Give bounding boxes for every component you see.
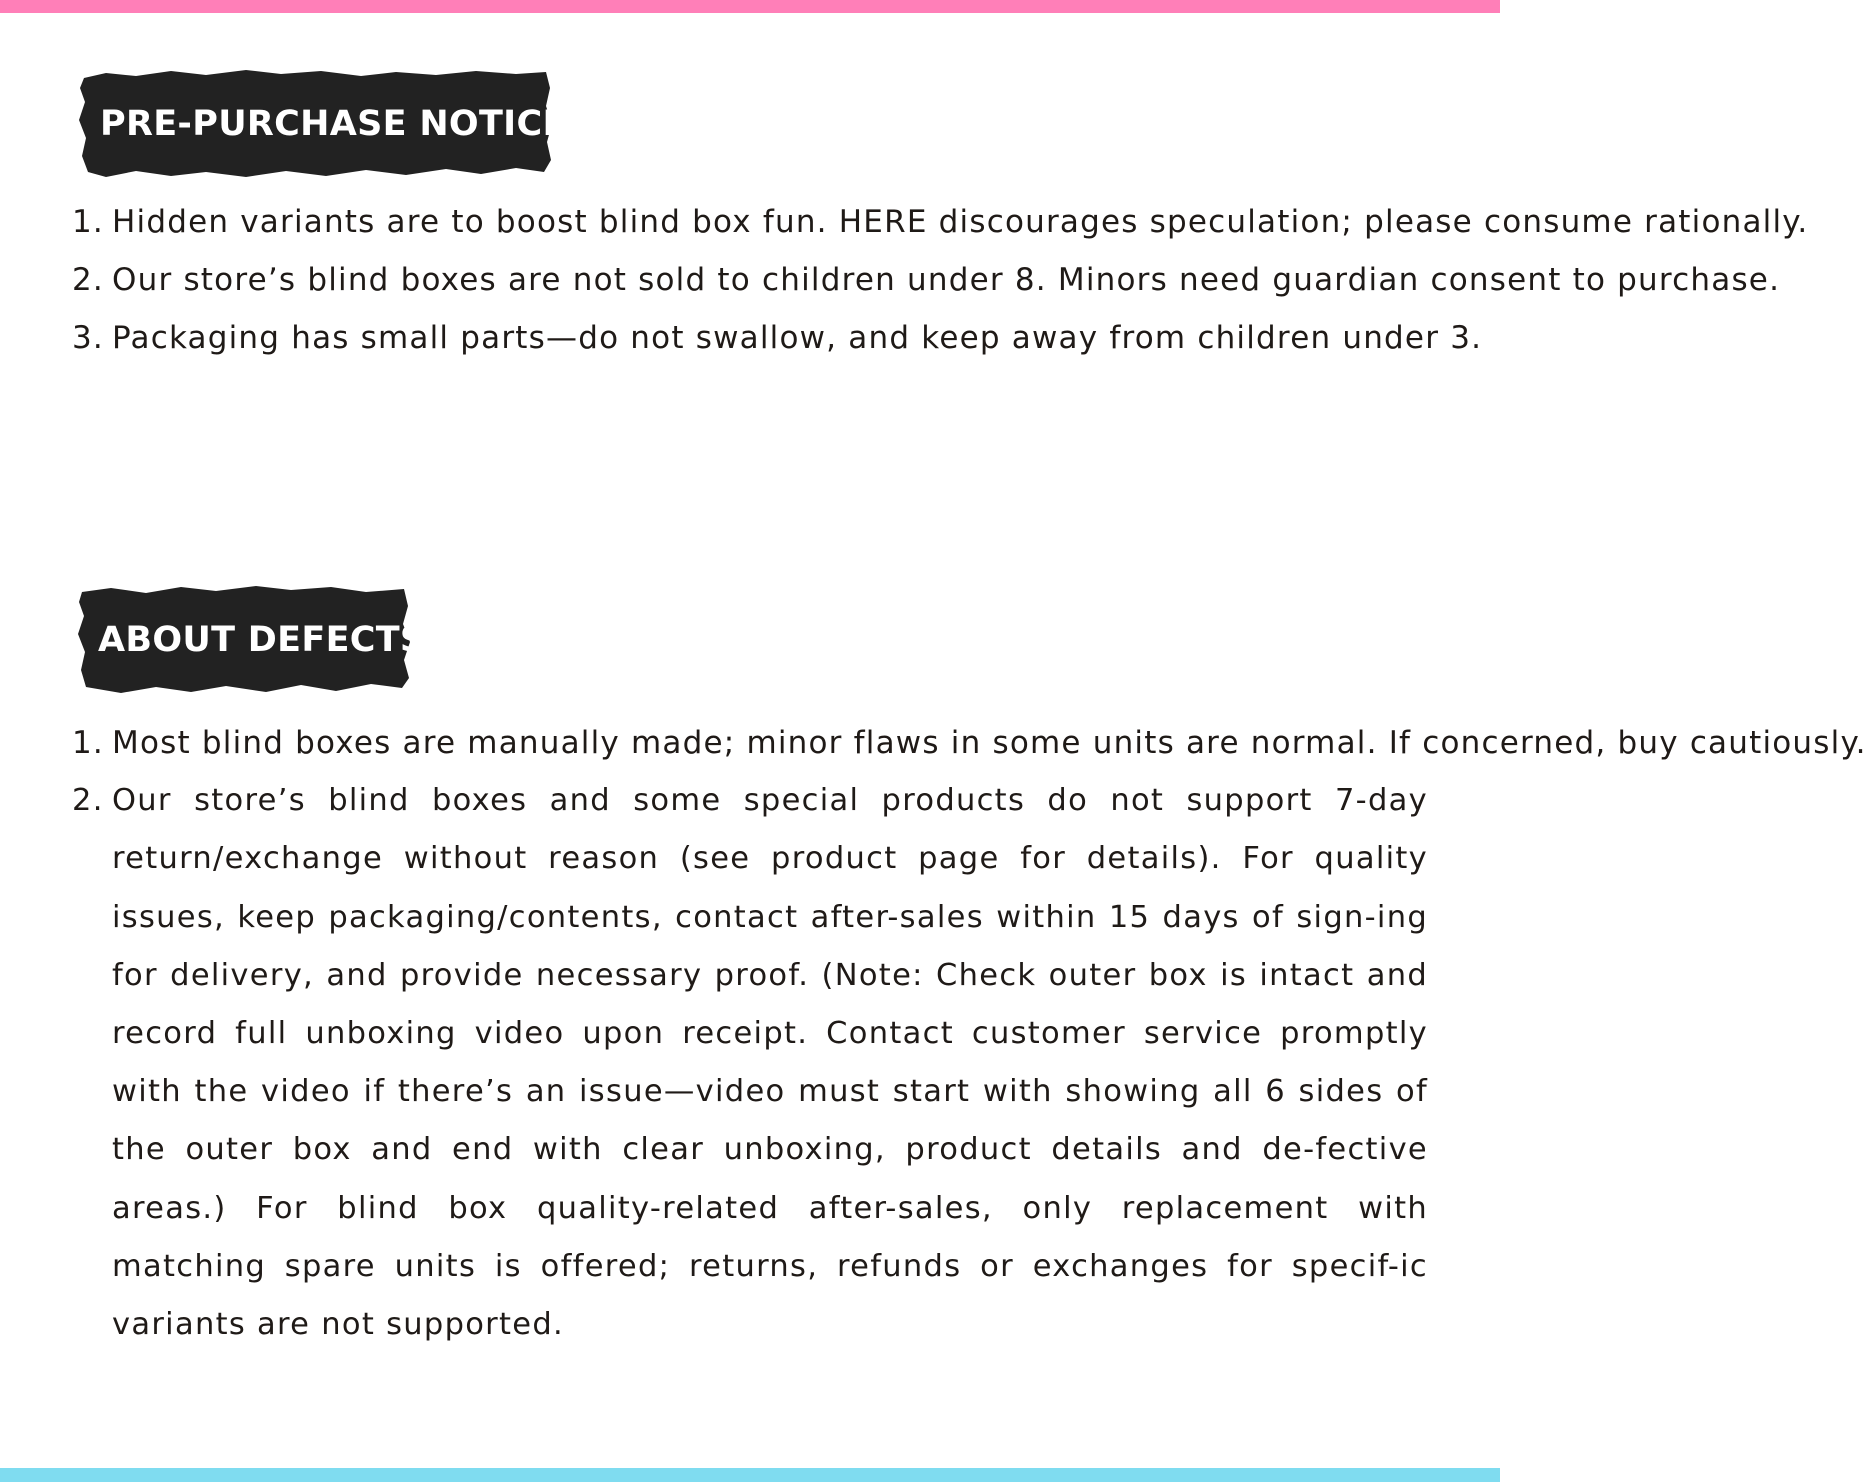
defects-heading: ABOUT DEFECTS <box>98 620 426 660</box>
bottom-accent-bar <box>0 1468 1500 1482</box>
list-item <box>72 309 1483 367</box>
defects-list <box>72 714 1867 1354</box>
item-number: 1. <box>72 204 104 240</box>
item-text: Hidden variants are to boost blind box fun. HERE discourages speculation; please consume rationally. <box>112 204 1809 240</box>
item-text: Most blind boxes are manually made; minor flaws in some units are normal. If concerned, buy cautiously. <box>112 725 1867 761</box>
item-number: 2. <box>72 783 104 819</box>
list-item <box>72 251 1781 309</box>
item-text: Packaging has small parts—do not swallow, and keep away from children under 3. <box>112 320 1483 357</box>
top-accent-bar <box>0 0 1500 13</box>
item-number: 1. <box>72 725 104 761</box>
item-number: 2. <box>72 262 104 299</box>
pre-purchase-heading-tag <box>76 68 567 180</box>
item-text: Our store’s blind boxes and some special products do not support 7-day return/exchange without reason (see product page for details). For quality issues, keep packaging/contents, contact after-sales within 15 days of sign-ing for delivery, and provide necessary proof. (Note: Check outer box is intact and record full unboxing video upon receipt. Contact customer service promptly with the video if there’s an issue—video must start with showing all 6 sides of the outer box and end with clear unboxing, product details and de-fective areas.) For blind box quality-related after-sales, only replacement with matching spare units is offered; returns, refunds or exchanges for specif-ic variants are not supported. <box>112 783 1428 1343</box>
item-number: 3. <box>72 320 104 357</box>
pre-purchase-heading: PRE-PURCHASE NOTICE <box>100 104 567 144</box>
list-item <box>72 714 1867 772</box>
pre-purchase-list <box>72 193 1809 368</box>
list-item <box>72 772 1428 1354</box>
defects-heading-tag <box>76 584 426 696</box>
list-item <box>72 193 1809 251</box>
item-text: Our store’s blind boxes are not sold to children under 8. Minors need guardian consent to purchase. <box>112 262 1781 299</box>
